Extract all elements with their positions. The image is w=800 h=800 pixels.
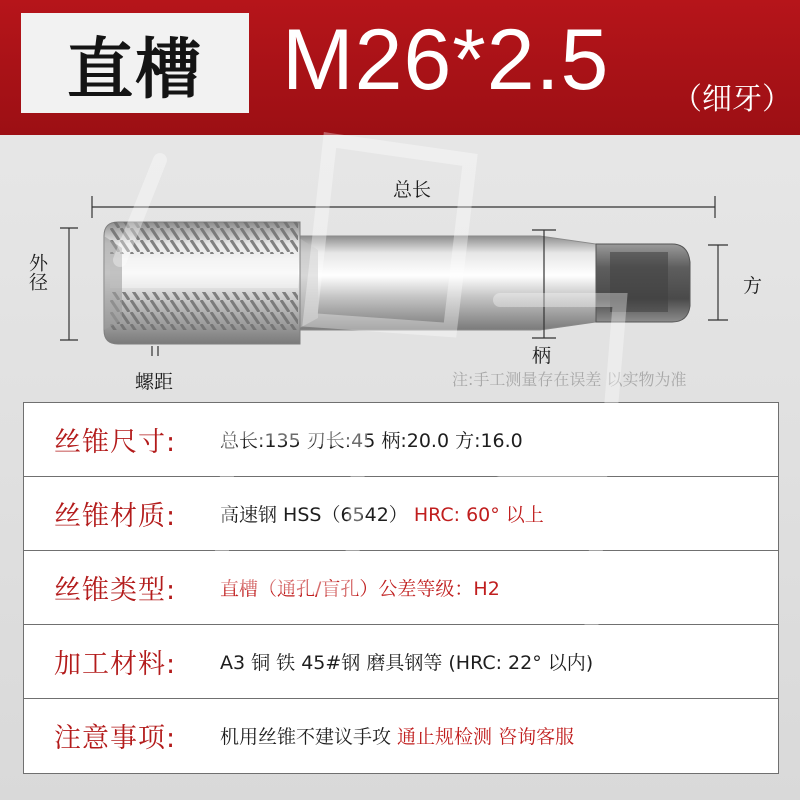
spec-value-text: 机用丝锥不建议手攻: [220, 726, 398, 748]
spec-key: 注意事项:: [54, 723, 177, 754]
spec-key: 丝锥尺寸:: [54, 427, 177, 458]
spec-value-highlight: HRC: 60° 以上: [413, 504, 544, 526]
spec-value: [220, 500, 544, 527]
tap-diagram: [0, 135, 800, 395]
spec-value: [220, 648, 593, 675]
pitch-label: 螺距: [135, 371, 174, 393]
tap-type-box: [21, 13, 249, 113]
spec-key: 丝锥类型:: [54, 575, 177, 606]
thread-type-label: （细牙）: [672, 82, 792, 117]
spec-value-highlight: 直槽（通孔/盲孔）公差等级：H2: [220, 578, 500, 600]
spec-row-type: [24, 551, 778, 624]
spec-table: [23, 402, 779, 774]
spec-row-material: [24, 477, 778, 550]
spec-row-notice: [24, 699, 778, 772]
spec-value: [220, 722, 574, 749]
tap-type-label: 直槽: [67, 30, 203, 108]
spec-value-text: A3 铜 铁 45#钢 磨具钢等 (HRC: 22° 以内): [220, 652, 594, 674]
total-length-label: 总长: [393, 179, 432, 201]
tap-size-label: M26*2.5: [282, 12, 610, 108]
measurement-note: 注:手工测量存在误差 以实物为准: [452, 370, 687, 389]
tap-illustration: [0, 135, 800, 395]
spec-value-text: 总长:135 刃长:45 柄:20.0 方:16.0: [220, 430, 523, 452]
spec-row-workpiece: [24, 625, 778, 698]
spec-value-highlight: 通止规检测 咨询客服: [397, 726, 575, 748]
square-label: 方: [743, 275, 763, 297]
spec-value: [220, 426, 523, 453]
spec-value-text: 高速钢 HSS（6542）: [220, 504, 414, 526]
spec-value: [220, 574, 500, 601]
header-banner: [0, 0, 800, 135]
spec-row-size: [24, 403, 778, 476]
spec-key: 丝锥材质:: [54, 501, 177, 532]
outer-diameter-label: 外径: [26, 253, 48, 291]
spec-key: 加工材料:: [54, 649, 177, 680]
shank-label: 柄: [532, 345, 552, 367]
